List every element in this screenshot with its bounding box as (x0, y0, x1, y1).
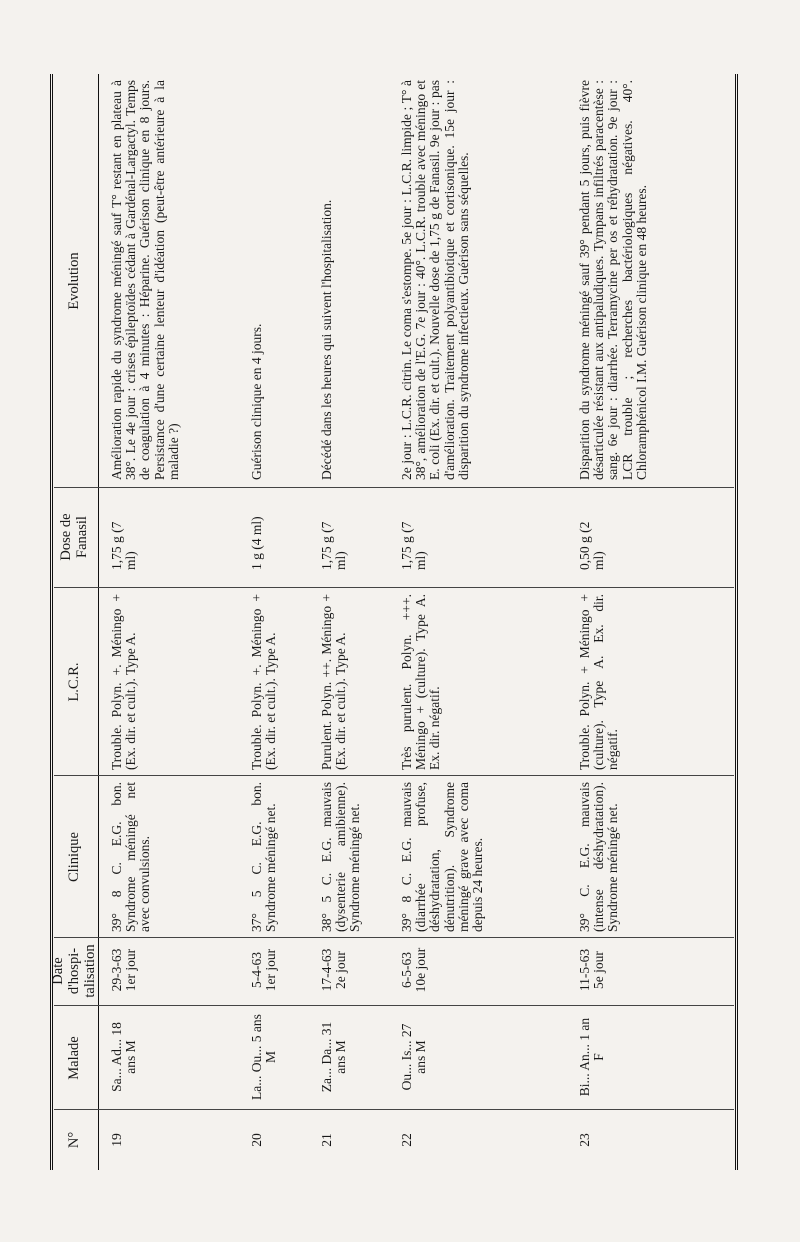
header-csf: L.C.R. (66, 662, 82, 702)
row-patient: Ou... Is... 27 ans M (399, 1023, 429, 1091)
row-admission: 29-3-63 1er jour (109, 948, 139, 992)
column-rule (54, 487, 734, 488)
row-dose: 1,75 g (7 ml) (109, 521, 139, 570)
header-clinical: Clinique (66, 832, 82, 882)
header-patient: Malade (66, 1036, 82, 1080)
row-csf: Purulent. Polyn. ++. Méningo + (Ex. dir. et cult.). Type A. (319, 594, 349, 770)
row-patient: Za... Da... 31 ans M (319, 1021, 349, 1093)
row-dose: 1,75 g (7 ml) (399, 521, 429, 570)
row-csf: Trouble. Polyn. + Méningo + (culture). Type A. Ex. dir. négatif. (577, 594, 621, 770)
row-outcome: Décédé dans les heures qui suivent l'hospitalisation. (319, 199, 334, 480)
row-clinical: 37° 5 C. E.G. bon. Syndrome méningé net. (249, 782, 279, 932)
row-outcome: Guérison clinique en 4 jours. (249, 323, 264, 480)
header-outcome: Evolution (66, 252, 82, 310)
row-no: 21 (319, 1133, 334, 1147)
header-no: N° (66, 1131, 82, 1149)
row-patient: Bi... An... 1 an F (577, 1017, 607, 1097)
row-clinical: 39° C. E.G. mauvais (intense déshydratation). Syndrome méningé net. (577, 782, 621, 932)
row-patient: La... Ou... 5 ans M (249, 1014, 279, 1100)
row-dose: 1 g (4 ml) (249, 516, 264, 570)
row-no: 22 (399, 1133, 414, 1147)
row-clinical: 39° 8 C. E.G. mauvais (diarrhée profuse, déshydratation, dénutrition). Syndrome méningé grave avec coma depuis 24 heures. (399, 782, 486, 932)
column-rule (54, 937, 734, 938)
row-clinical: 39° 8 C. E.G. bon. Syndrome méningé net avec convulsions. (109, 782, 153, 932)
row-no: 23 (577, 1133, 592, 1147)
row-csf: Trouble. Polyn. +. Méningo + (Ex. dir. et cult.). Type A. (109, 594, 139, 770)
column-rule (54, 1109, 734, 1110)
header-dose: Dose de Fanasil (58, 513, 90, 561)
row-admission: 6-5-63 10e jour (399, 947, 429, 993)
row-admission: 17-4-63 2e jour (319, 948, 349, 992)
column-rule (54, 775, 734, 776)
row-admission: 5-4-63 1er jour (249, 948, 279, 992)
row-clinical: 38° 5 C. E.G. mauvais (dysenterie amibienne). Syndrome méningé net. (319, 782, 363, 932)
table-bottom-rule (735, 74, 738, 1170)
row-outcome: 2e jour : L.C.R. citrin. Le coma s'estompe. 5e jour : L.C.R. limpide ; T° à 38°, amélioration de l'E.G. 7e jour : 40°. L.C.R. trouble avec méningo et E. coli (Ex. dir. et cult.). Nouvelle dose de 1,75 g de Fanasil. 9e jour : pas d'amélioration. Traitement polyantibiotique et cortisonique. 15e jour : disparition du syndrome infectieux. Guérison sans séquelles. (399, 80, 471, 480)
row-dose: 1,75 g (7 ml) (319, 521, 349, 570)
row-no: 19 (109, 1133, 124, 1147)
row-csf: Très purulent. Polyn. +++. Méningo + (culture). Type A. Ex. dir. négatif. (399, 594, 443, 770)
column-rule (54, 1005, 734, 1006)
case-table (50, 74, 738, 1170)
row-csf: Trouble. Polyn. +. Méningo + (Ex. dir. et cult.). Type A. (249, 594, 279, 770)
column-rule (54, 587, 734, 588)
row-outcome: Disparition du syndrome méningé sauf 39° pendant 5 jours, puis fièvre désarticulée résistant aux antipaludiques. Tympans infiltrés paracentèse : sang. 6e jour : diarrhée. Terramycine per os et réhydratation. 9e jour : LCR trouble ; recherches bactériologiques négatives. 40°. Chloramphénicol I.M. Guérison clinique en 48 heures. (577, 80, 649, 480)
row-outcome: Amélioration rapide du syndrome méningé sauf T° restant en plateau à 38°. Le 4e jour : crises épileptoïdes cédant à Gardénal-Largactyl. Temps de coagulation à 4 minutes : Héparine. Guérison clinique en 8 jours. Persistance d'une certaine lenteur d'idéation (peut-être antérieure à la maladie ?) (109, 80, 181, 480)
row-admission: 11-5-63 5e jour (577, 948, 607, 992)
row-patient: Sa... Ad... 18 ans M (109, 1022, 139, 1092)
row-no: 20 (249, 1133, 264, 1147)
row-dose: 0,50 g (2 ml) (577, 521, 607, 570)
header-admission: Date d'hospi-talisation (50, 944, 98, 998)
